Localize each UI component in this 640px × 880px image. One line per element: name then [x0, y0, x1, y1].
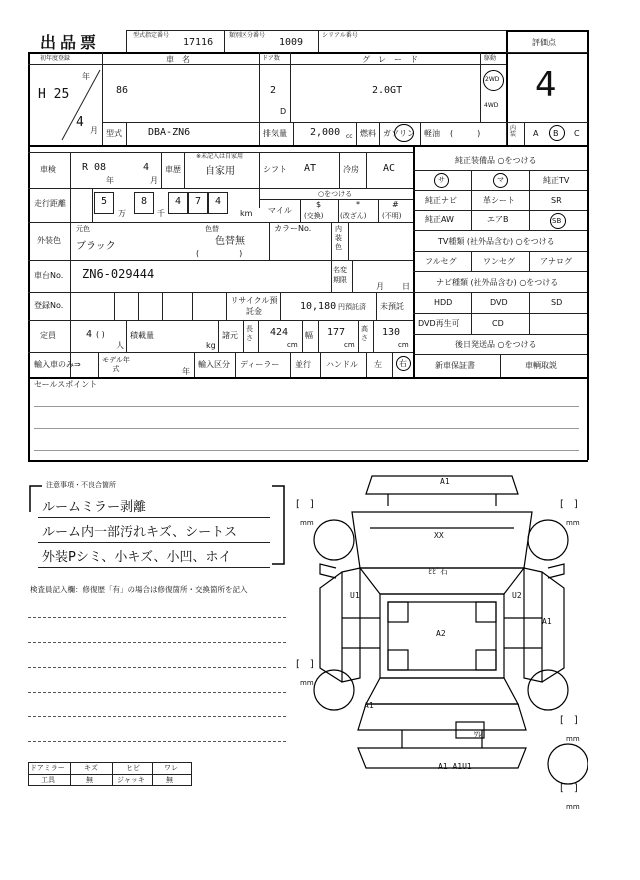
- rating-label: 評価点: [532, 38, 556, 47]
- opt-navi: 純正ナビ: [425, 196, 457, 205]
- meigi-month: 月: [376, 282, 384, 291]
- navi-dvd: DVD: [490, 298, 508, 307]
- capacity-label: 定員: [40, 331, 56, 340]
- dealer-option: ディーラー: [240, 360, 280, 369]
- hei-label: 高さ: [361, 325, 368, 342]
- first-reg-era: H 25: [38, 87, 70, 102]
- tire-bracket-spare: [ ]: [560, 783, 578, 794]
- shaken-month: 4: [143, 162, 150, 173]
- doors-suffix: D: [280, 107, 287, 116]
- first-reg-label: 初年度登録: [40, 55, 71, 62]
- options-title: 純正装備品 ○をつける: [455, 156, 537, 165]
- color-label: 外装色: [37, 236, 61, 245]
- sales-point-label: セールスポイント: [34, 380, 98, 389]
- tire-mm-rl: mm: [300, 679, 314, 687]
- tire-mm-fl: mm: [300, 519, 314, 527]
- car-name: 86: [116, 85, 129, 96]
- cooler-value: AC: [383, 163, 396, 174]
- modified-mark: *: [356, 200, 360, 209]
- type-label: 型式: [106, 129, 122, 138]
- wid-unit: cm: [344, 341, 355, 349]
- mileage-man: 万: [118, 209, 126, 218]
- fuel-gasoline: ガソリン: [383, 129, 415, 138]
- import-div-label: 輸入区分: [198, 360, 230, 369]
- navi-hdd: HDD: [434, 298, 453, 307]
- doors-value: 2: [270, 85, 277, 96]
- handle-left: 左: [374, 360, 382, 369]
- len-value: 424: [270, 327, 289, 338]
- mile-option: マイル: [268, 206, 292, 215]
- rating-value: 4: [535, 65, 557, 105]
- mileage-digit: 5: [101, 196, 108, 207]
- import-label: 輸入車のみ⇒: [34, 360, 81, 369]
- interior-grade-a: A: [533, 129, 539, 138]
- opt-tv: 純正TV: [543, 176, 570, 185]
- interior-grade-c: C: [574, 129, 580, 138]
- exchange-option: (交換): [304, 212, 324, 220]
- cooler-label: 冷房: [343, 165, 359, 174]
- drive-label: 駆動: [484, 55, 497, 62]
- displacement-unit: cc: [346, 133, 353, 140]
- mileage-digit: 4: [215, 196, 222, 207]
- category-code: 1009: [279, 37, 304, 48]
- diag-hood: XX: [434, 531, 444, 540]
- navi-title: ナビ種類 (社外品含む) ○をつける: [436, 278, 559, 287]
- diag-roof: A2: [436, 629, 446, 638]
- first-reg-month: 4: [76, 115, 84, 130]
- mileage-unit: km: [240, 209, 253, 218]
- tire-mm-fr: mm: [566, 519, 580, 527]
- diag-left-door: U1: [350, 591, 360, 600]
- tv-full: フルセグ: [425, 257, 457, 266]
- shift-label: シフト: [263, 165, 287, 174]
- exchange-mark: $: [316, 200, 322, 209]
- opt-leather: 革シート: [483, 196, 515, 205]
- reg-label: 登録No.: [34, 301, 64, 310]
- unknown-option: (不明): [382, 212, 402, 220]
- legend-val: 無: [86, 776, 93, 784]
- opt-tv-icon: サ: [438, 176, 445, 184]
- diag-left-rear: A1: [364, 701, 374, 710]
- diag-rear-bumper: A1 A1U1: [438, 762, 472, 771]
- legend-val: 工具: [41, 776, 55, 784]
- later-manual: 車輌取説: [525, 361, 557, 370]
- mileage-digit: 4: [175, 196, 182, 207]
- shaken-label: 車検: [40, 165, 56, 174]
- later-warranty: 新車保証書: [435, 361, 475, 370]
- shaken-year-unit: 年: [106, 176, 114, 185]
- drive-2wd: 2WD: [485, 76, 500, 83]
- diag-right-door: U2: [512, 591, 522, 600]
- legend-val: ジャッキ: [117, 776, 145, 784]
- parallel-option: 並行: [295, 360, 311, 369]
- note-line: ルームミラー剥離: [42, 500, 147, 515]
- tire-bracket-rl: [ ]: [296, 659, 314, 670]
- recycle-label: リサイクル預託金: [230, 296, 278, 316]
- first-reg-year-unit: 年: [82, 72, 90, 81]
- recycle-unpaid: 未預託: [380, 302, 404, 311]
- recycle-value: 10,180: [300, 301, 337, 312]
- diag-windshield: ﾋﾋﾞ石: [428, 567, 448, 576]
- displacement-label: 排気量: [263, 129, 287, 138]
- shaken-year: R 08: [82, 162, 107, 173]
- shaken-month-unit: 月: [150, 176, 158, 185]
- handle-right: 右: [399, 359, 407, 368]
- mileage-label: 走行距離: [34, 199, 66, 208]
- recycle-suffix: 円預託済: [338, 303, 366, 311]
- diag-right-rear: A1: [542, 617, 552, 626]
- unknown-mark: #: [392, 200, 399, 209]
- first-reg-month-unit: 月: [90, 126, 98, 135]
- diag-trunk: ﾜﾚ: [474, 730, 482, 739]
- chassis-label: 車台No.: [34, 271, 64, 280]
- capacity-unit: 人: [116, 341, 124, 350]
- legend-head: ドアミラー: [30, 764, 65, 772]
- fuel-label: 燃料: [360, 129, 376, 138]
- opt-mark: マ: [497, 176, 504, 184]
- model-code-label: 型式指定番号: [133, 32, 170, 39]
- int-color-label: 内装色: [335, 225, 342, 251]
- tire-mm-rr: mm: [566, 735, 580, 743]
- model-code: 17116: [183, 37, 214, 48]
- doors-label: ドア数: [262, 55, 280, 62]
- opt-aw: 純正AW: [425, 215, 454, 224]
- capacity-value: 4: [86, 329, 93, 340]
- legend-head: ヒビ: [126, 764, 140, 772]
- model-year-unit: 年: [182, 367, 190, 376]
- capacity-paren: ( ): [96, 330, 105, 339]
- legend-val: 無: [166, 776, 173, 784]
- serial-label: シリアル番号: [322, 32, 358, 39]
- tv-analog: アナログ: [540, 257, 572, 266]
- shift-value: AT: [304, 163, 317, 174]
- mileage-digit: 7: [195, 196, 202, 207]
- tv-title: TV種類 (社外品含む) ○をつける: [438, 237, 555, 246]
- history-note: ※未記入は自家用: [196, 153, 244, 160]
- chassis-value: ZN6-029444: [82, 267, 155, 281]
- color-no-label: カラーNo.: [274, 224, 312, 233]
- paint-value: 色替無: [215, 236, 245, 247]
- diag-front: A1: [440, 477, 450, 486]
- len-unit: cm: [287, 341, 298, 349]
- tire-bracket-fr: [ ]: [560, 499, 578, 510]
- orig-color-label: 元色: [76, 225, 90, 233]
- category-label: 類別区分番号: [229, 32, 266, 39]
- wid-label: 幅: [305, 331, 313, 340]
- wid-value: 177: [327, 327, 346, 338]
- notes-title: 注意事項・不良合箇所: [46, 481, 116, 489]
- grade-value: 2.0GT: [372, 85, 403, 96]
- dim-label: 諸元: [222, 331, 238, 340]
- load-label: 積載量: [130, 331, 154, 340]
- history-label: 車歴: [165, 165, 181, 174]
- history-value: 自家用: [205, 166, 235, 177]
- light-oil-paren: ( ): [450, 129, 481, 138]
- light-oil-label: 軽油: [424, 129, 440, 138]
- note-line: ルーム内一部汚れキズ、シートス: [42, 525, 238, 540]
- load-unit: kg: [206, 341, 216, 350]
- opt-sr: SR: [551, 196, 562, 205]
- hei-unit: cm: [398, 341, 409, 349]
- form-title: 出品票: [40, 33, 101, 52]
- tire-mm-spare: mm: [566, 803, 580, 811]
- navi-dvd-play: DVD再生可: [418, 319, 460, 328]
- hei-value: 130: [382, 327, 401, 338]
- meigi-day: 日: [402, 282, 410, 291]
- grade-label: グ レ ー ド: [362, 55, 418, 64]
- orig-color-value: ブラック: [76, 241, 116, 252]
- interior-grade-b: B: [553, 129, 559, 138]
- legend-head: キズ: [84, 764, 98, 772]
- paint-paren: ( ): [196, 249, 243, 258]
- note-line: 外装Pシミ、小キズ、小凹、ホイ: [42, 550, 232, 565]
- type-value: DBA-ZN6: [148, 127, 191, 138]
- handle-label: ハンドル: [326, 360, 358, 369]
- meigi-label: 名変期限: [333, 266, 347, 284]
- displacement-value: 2,000: [310, 127, 341, 138]
- opt-airbag: エアB: [487, 215, 509, 224]
- drive-4wd: 4WD: [484, 102, 499, 109]
- inspector-note: 検査員記入欄：修復歴「有」の場合は修復箇所・交換箇所を記入: [30, 585, 248, 594]
- tire-bracket-fl: [ ]: [296, 499, 314, 510]
- paint-label: 色替: [205, 225, 219, 233]
- navi-sd: SD: [551, 298, 563, 307]
- navi-cd: CD: [492, 319, 504, 328]
- car-name-label: 車 名: [166, 55, 190, 64]
- later-title: 後日発送品 ○をつける: [455, 340, 537, 349]
- modified-option: (改ざん): [340, 212, 367, 220]
- legend-head: ワレ: [164, 764, 178, 772]
- tv-one: ワンセグ: [483, 257, 515, 266]
- opt-sb: SB: [552, 217, 562, 225]
- mileage-sen: 千: [157, 209, 165, 218]
- len-label: 長さ: [246, 325, 253, 342]
- interior-label: 内装: [510, 125, 517, 138]
- model-year-label: モデル年式: [102, 356, 130, 373]
- mileage-note: ○をつける: [318, 190, 353, 198]
- mileage-digit: 8: [141, 196, 148, 207]
- tire-bracket-rr: [ ]: [560, 715, 578, 726]
